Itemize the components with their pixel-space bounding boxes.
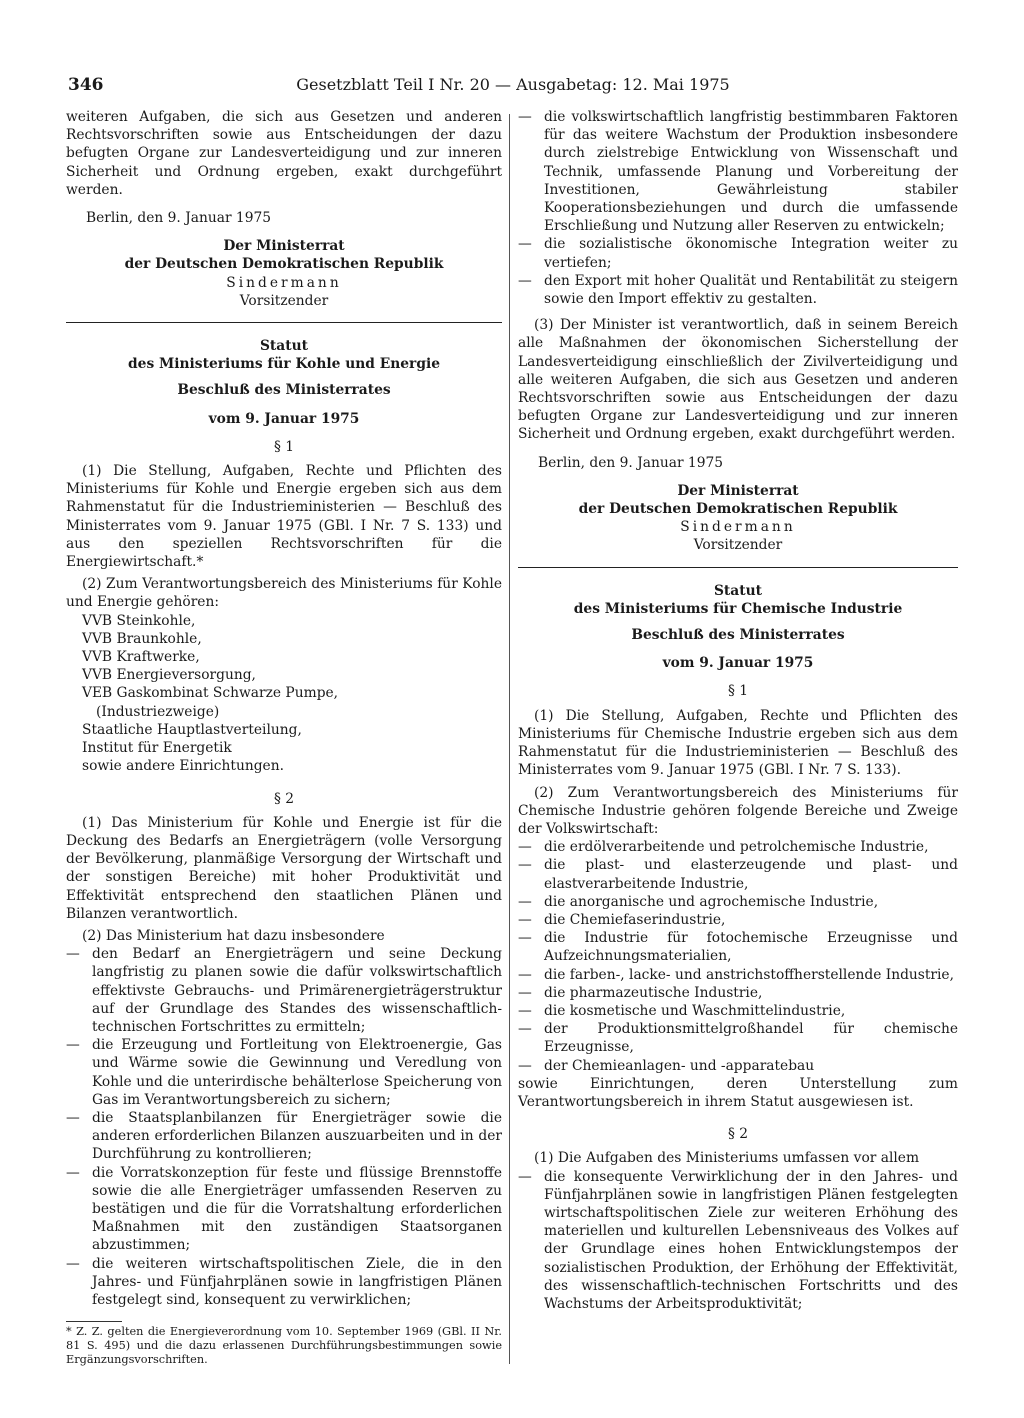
list-item: — die Staatsplanbilanzen für Energieträger sowie die anderen erforderlichen Bilanzen auszuarbeiten und in der Durchführung zu kontrollieren; [66, 1109, 502, 1164]
list-item: — die sozialistische ökonomische Integration weiter zu vertiefen; [518, 235, 958, 271]
header-title: Gesetzblatt Teil I Nr. 20 — Ausgabetag: 12. Mai 1975 [296, 75, 730, 94]
statute-subtitle: des Ministeriums für Kohle und Energie [128, 356, 440, 373]
task-list [518, 1168, 958, 1314]
paragraph: (1) Das Ministerium für Kohle und Energie ist für die Deckung des Bedarfs an Energieträgern (volle Versorgung der Bevölkerung, planmäßige Versorgung der Wirtschaft und der sonstigen Bereiche) mit hoher Produktivität und Effektivität entsprechend den staatlichen Plänen und Bilanzen verantwortlich. [66, 814, 502, 922]
list-item: — die weiteren wirtschaftspolitischen Ziele, die in den Jahres- und Fünfjahrplänen sowie in langfristigen Plänen festgelegt sind, konsequent zu verwirklichen; [66, 1255, 502, 1310]
paragraph: (1) Die Stellung, Aufgaben, Rechte und Pflichten des Ministeriums für Chemische Industrie ergeben sich aus dem Rahmenstatut für die Industrieministerien — Beschluß des Ministerrates vom 9. Januar 1975 (GBl. I Nr. 7 S. 133). [518, 707, 958, 779]
right-column [518, 108, 958, 1313]
signature-body-2: der Deutschen Demokratischen Republik [124, 256, 444, 273]
statute-subtitle: des Ministeriums für Chemische Industrie [573, 600, 903, 617]
statute-decision: Beschluß des Ministerrates [177, 382, 391, 399]
list-item: — der Chemieanlagen- und -apparatebau [518, 1057, 958, 1075]
signature-role: Vorsitzender [693, 537, 783, 554]
paragraph: (2) Das Ministerium hat dazu insbesondere [82, 927, 385, 944]
list-item: — die farben-, lacke- und anstrichstoffherstellende Industrie, [518, 966, 958, 984]
signature-role: Vorsitzender [239, 292, 329, 309]
page-number: 346 [68, 75, 104, 95]
intro-paragraph: weiteren Aufgaben, die sich aus Gesetzen und anderen Rechtsvorschriften sowie aus Entscheidungen der dazu befugten Organe zur Landesverteidigung und zur inneren Sicherheit und Ordnung ergeben, exakt durchgeführt werden. [66, 109, 502, 198]
column-divider [509, 114, 510, 1364]
statute-title: Statut [259, 338, 309, 355]
paragraph: (2) Zum Verantwortungsbereich des Ministeriums für Kohle und Energie gehören: [66, 576, 502, 611]
paragraph: sowie Einrichtungen, deren Unterstellung zum Verantwortungsbereich in ihrem Statut ausgewiesen ist. [518, 1075, 958, 1110]
list-item: — die Chemiefaserindustrie, [518, 911, 958, 929]
paragraph: (1) Die Aufgaben des Ministeriums umfassen vor allem [534, 1150, 920, 1167]
list-item: VVB Energieversorgung, [82, 667, 256, 684]
list-item: (Industriezweige) [96, 703, 220, 720]
signature-body-2: der Deutschen Demokratischen Republik [578, 501, 898, 518]
paragraph: (1) Die Stellung, Aufgaben, Rechte und Pflichten des Ministeriums für Kohle und Energie ergeben sich aus dem Rahmenstatut für die Industrieministerien — Beschluß des Ministerrates vom 9. Januar 1975 (GBl. I Nr. 7 S. 133) und aus den speziellen Rechtsvorschriften für die Energiewirtschaft.* [66, 463, 502, 571]
industry-list [518, 838, 958, 1075]
place-date: Berlin, den 9. Januar 1975 [538, 454, 724, 471]
list-item: VVB Braunkohle, [82, 630, 202, 647]
list-item: — die Industrie für fotochemische Erzeugnisse und Aufzeichnungsmaterialien, [518, 929, 958, 965]
list-item: — den Bedarf an Energieträgern und seine Deckung langfristig zu planen sowie die dafür volkswirtschaftlich effektivste Gebrauchs- und Primärenergieträgerstruktur auf der Grundlage des Standes des wissenschaftlich-technischen Fortschrittes zu ermitteln; [66, 945, 502, 1036]
list-item: — die konsequente Verwirklichung der in den Jahres- und Fünfjahrplänen sowie in langfristigen Plänen festgelegten wirtschaftspolitischen Ziele zur weiteren Erhöhung des materiellen und kulturellen Lebensniveaus des Volkes auf der Grundlage eines hohen Entwicklungstempos der sozialistischen Produktion, der Erhöhung der Effektivität, des wissenschaftlich-technischen Fortschritts und des Wachstums der Arbeitsproduktivität; [518, 1168, 958, 1314]
statute-date: vom 9. Januar 1975 [208, 410, 360, 427]
list-item: VEB Gaskombinat Schwarze Pumpe, [82, 685, 339, 702]
signature-name: Sindermann [226, 274, 342, 291]
list-item: — der Produktionsmittelgroßhandel für chemische Erzeugnisse, [518, 1020, 958, 1056]
section-heading: § 1 [273, 438, 295, 455]
signature-body: Der Ministerrat [223, 238, 345, 255]
list-item: Institut für Energetik [82, 740, 232, 757]
task-list-continued [518, 108, 958, 308]
list-item: — die plast- und elasterzeugende und plast- und elastverarbeitende Industrie, [518, 856, 958, 892]
signature-body: Der Ministerrat [677, 482, 799, 499]
place-date: Berlin, den 9. Januar 1975 [86, 210, 272, 227]
list-item: — die pharmazeutische Industrie, [518, 984, 958, 1002]
page-header [68, 76, 958, 98]
statute-title: Statut [713, 582, 763, 599]
footnote: * Z. Z. gelten die Energieverordnung vom 10. September 1969 (GBl. II Nr. 81 S. 495) und die dazu erlassenen Durchführungsbestimmungen sowie Ergänzungsvorschriften. [66, 1325, 502, 1367]
left-column [66, 108, 502, 1367]
list-item: Staatliche Hauptlastverteilung, [82, 721, 302, 738]
list-item: — die Erzeugung und Fortleitung von Elektroenergie, Gas und Wärme sowie die Gewinnung und Veredlung von Kohle und die unterirdische behälterlose Speicherung von Gas im Verantwortungsbereich zu sichern; [66, 1036, 502, 1109]
list-item: VVB Steinkohle, [82, 612, 196, 629]
list-item: — die kosmetische und Waschmittelindustrie, [518, 1002, 958, 1020]
list-item: — den Export mit hoher Qualität und Rentabilität zu steigern sowie den Import effektiv zu gestalten. [518, 272, 958, 308]
list-item: — die anorganische und agrochemische Industrie, [518, 893, 958, 911]
section-heading: § 2 [273, 790, 295, 807]
list-item: sowie andere Einrichtungen. [82, 758, 284, 775]
statute-date: vom 9. Januar 1975 [662, 655, 814, 672]
task-list [66, 945, 502, 1309]
section-heading: § 1 [727, 683, 749, 700]
responsibility-list [66, 612, 502, 776]
section-rule [66, 322, 502, 323]
signature-block [518, 482, 958, 555]
list-item: — die volkswirtschaftlich langfristig bestimmbaren Faktoren für das weitere Wachstum der Produktion insbesondere durch zielstrebige Entwicklung von Wissenschaft und Technik, umfassende Planung und Vorbereitung der Investitionen, Gewährleistung stabiler Kooperationsbeziehungen und durch die umfassende Erschließung und Nutzung aller Reserven zu entwickeln; [518, 108, 958, 235]
paragraph: (2) Zum Verantwortungsbereich des Ministeriums für Chemische Industrie gehören folgende Bereiche und Zweige der Volkswirtschaft: [518, 784, 958, 837]
list-item: VVB Kraftwerke, [82, 649, 200, 666]
signature-name: Sindermann [680, 519, 796, 536]
section-rule [518, 567, 958, 568]
statute-decision: Beschluß des Ministerrates [631, 627, 845, 644]
footnote-rule [66, 1321, 122, 1322]
section-heading: § 2 [727, 1126, 749, 1143]
list-item: — die Vorratskonzeption für feste und flüssige Brennstoffe sowie die alle Energieträger umfassenden Reserven zu bestätigen und die für die Vorratshaltung erforderlichen Maßnahmen mit den zuständigen Staatsorganen abzustimmen; [66, 1164, 502, 1255]
signature-block [66, 237, 502, 310]
list-item: — die erdölverarbeitende und petrolchemische Industrie, [518, 838, 958, 856]
paragraph: (3) Der Minister ist verantwortlich, daß in seinem Bereich alle Maßnahmen der ökonomischen Sicherstellung der Landesverteidigung einschließlich der Zivilverteidigung und alle weiteren Aufgaben, die sich aus Gesetzen und anderen Rechtsvorschriften sowie aus Entscheidungen der dazu befugten Organe zur Landesverteidigung und zur inneren Sicherheit und Ordnung ergeben, exakt durchgeführt werden. [518, 317, 958, 443]
